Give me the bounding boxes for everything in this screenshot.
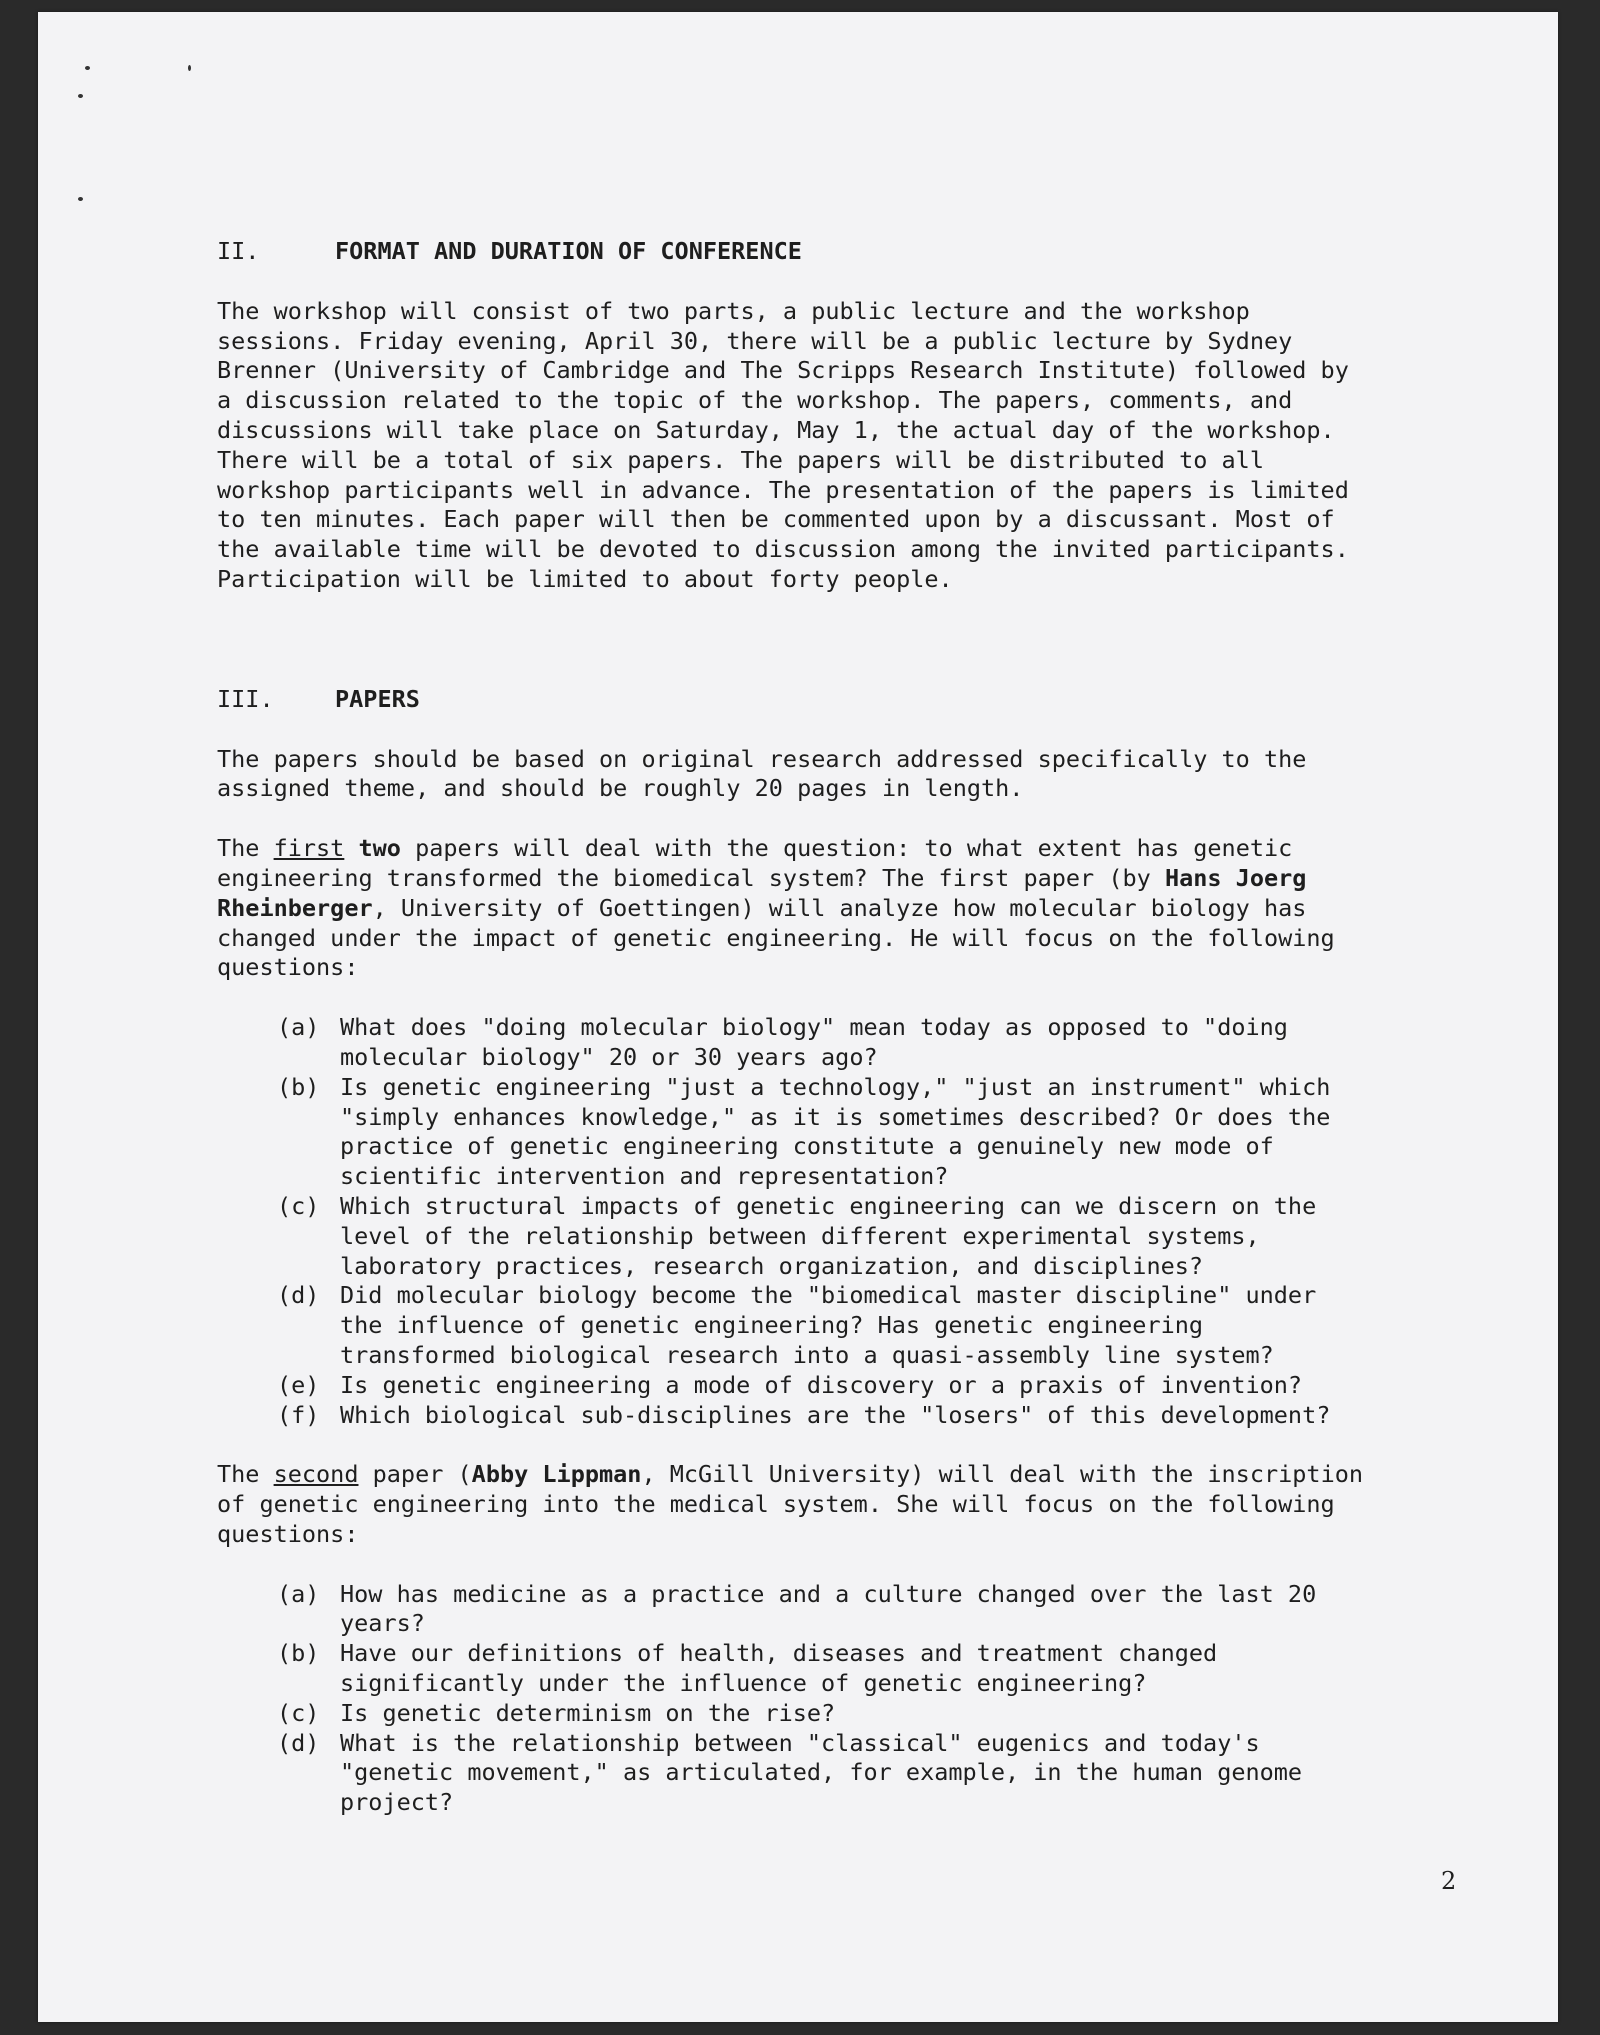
section-2-paragraph: The workshop will consist of two parts, a public lecture and the workshop sessions. Friday evening, April 30, there will be a public lecture by Sydney Brenner (University of Cambridge and The Scripps Research Institute) followed by a discussion related to the topic of the workshop. The papers, comments, and discussions will take place on Saturday, May 1, the actual day of the workshop. There will be a total of six papers. The papers will be distributed to all workshop participants well in advance. The presentation of the papers is limited to ten minutes. Each paper will then be commented upon by a discussant. Most of the available time will be devoted to discussion among the invited participants. Participation will be limited to about forty people. (217, 296, 1349, 593)
section-3-number: III. (217, 684, 274, 713)
question-text: Which structural impacts of genetic engineering can we discern on the level of the relationship between different experimental systems, laboratory practices, research organization, and disciplines? (340, 1191, 1317, 1280)
question-item (217, 1192, 1487, 1281)
hole-punch-mark (188, 65, 191, 71)
first-papers-paragraph: The first two papers will deal with the question: to what extent has genetic engineering transformed the biomedical system? The first paper (by Hans Joerg Rheinberger, University of Goettingen) will analyze how molecular biology has changed under the impact of genetic engineering. He will focus on the following questions: (217, 834, 1335, 982)
question-text: How has medicine as a practice and a culture changed over the last 20 years? (340, 1579, 1317, 1638)
question-item (217, 1371, 1487, 1401)
document-page (38, 12, 1558, 2022)
bold-two: two (358, 834, 401, 863)
section-2-number: II. (217, 237, 260, 265)
question-item (217, 1013, 1487, 1073)
question-text: Is genetic engineering a mode of discovery or a praxis of invention? (340, 1370, 1303, 1399)
hole-punch-mark (78, 197, 83, 201)
underlined-second: second (273, 1460, 359, 1489)
page-number: 2 (1441, 1867, 1457, 1895)
question-letter: (e) (277, 1370, 320, 1399)
hole-punch-mark (85, 66, 90, 70)
second-paper-paragraph: The second paper (Abby Lippman, McGill University) will deal with the inscription of genetic engineering into the medical system. She will focus on the following questions: (217, 1460, 1364, 1548)
section-3-intro: The papers should be based on original research addressed specifically to the assigned theme, and should be roughly 20 pages in length. (217, 744, 1307, 803)
question-letter: (c) (277, 1698, 320, 1727)
question-letter: (f) (277, 1400, 320, 1429)
page-body (217, 237, 1487, 1848)
question-letter: (d) (277, 1281, 320, 1310)
question-letter: (a) (277, 1579, 320, 1608)
question-item (217, 1401, 1487, 1431)
question-text: What is the relationship between "classical" eugenics and today's "genetic movement," as articulated, for example, in the human genome project? (340, 1728, 1303, 1817)
question-text: Is genetic engineering "just a technology," "just an instrument" which "simply enhances knowledge," as it is sometimes described? Or does the practice of genetic engineering constitute a genuinely new mode of scientific intervention and representation? (340, 1072, 1331, 1191)
second-paper-questions (217, 1580, 1487, 1818)
first-paper-questions (217, 1013, 1487, 1430)
question-letter: (d) (277, 1728, 320, 1757)
question-text: Which biological sub-disciplines are the "losers" of this development? (340, 1400, 1331, 1429)
underlined-first: first (273, 834, 345, 863)
section-3-heading (217, 685, 1487, 715)
section-2-title: FORMAT AND DURATION OF CONFERENCE (335, 237, 802, 265)
question-item (217, 1580, 1487, 1640)
question-item (217, 1073, 1487, 1192)
question-text: What does "doing molecular biology" mean today as opposed to "doing molecular biology" 20 or 30 years ago? (340, 1013, 1288, 1071)
question-text: Have our definitions of health, diseases and treatment changed significantly under the influence of genetic engineering? (340, 1639, 1218, 1698)
hole-punch-mark (78, 94, 83, 98)
author-lippman: Abby Lippman (471, 1460, 642, 1489)
question-item (217, 1699, 1487, 1729)
question-letter: (a) (277, 1013, 320, 1042)
section-2-heading (217, 237, 1487, 267)
question-item (217, 1281, 1487, 1370)
question-text: Did molecular biology become the "biomedical master discipline" under the influence of genetic engineering? Has genetic engineering transformed biological research into a quasi-assembly line system? (340, 1281, 1317, 1369)
question-letter: (b) (277, 1639, 320, 1668)
question-text: Is genetic determinism on the rise? (340, 1698, 836, 1727)
question-item (217, 1729, 1487, 1818)
section-3-title: PAPERS (335, 684, 420, 713)
question-letter: (c) (277, 1191, 320, 1220)
author-rheinberger: Hans Joerg Rheinberger (217, 863, 1307, 922)
question-item (217, 1639, 1487, 1699)
question-letter: (b) (277, 1072, 320, 1101)
